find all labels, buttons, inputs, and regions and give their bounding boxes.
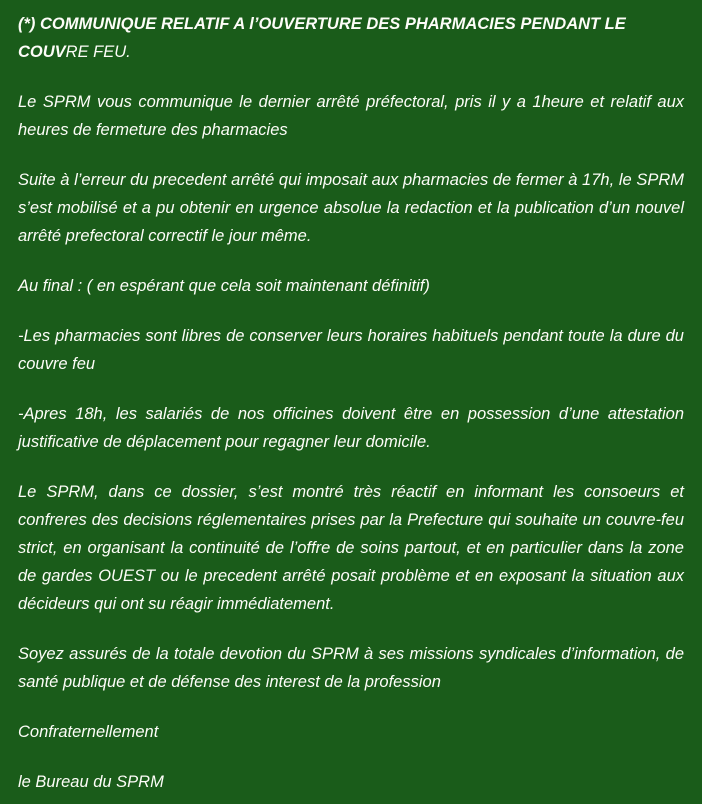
paragraph-signature: le Bureau du SPRM bbox=[18, 773, 164, 791]
paragraph-context: Suite à l’erreur du precedent arrêté qui imposait aux pharmacies de fermer à 17h, le SPRM s’est mobilisé et a pu obtenir en urgence absolue la redaction et la publication d’un nouvel arrêté prefectoral correctif le jour même. bbox=[18, 171, 684, 245]
paragraph-intro: Le SPRM vous communique le dernier arrêté préfectoral, pris il y a 1heure et relatif aux heures de fermeture des pharmacies bbox=[18, 93, 684, 139]
communique-title-regular: RE FEU. bbox=[65, 43, 131, 61]
paragraph-point-horaires: -Les pharmacies sont libres de conserver leurs horaires habituels pendant toute la dure du couvre feu bbox=[18, 327, 684, 373]
paragraph-au-final: Au final : ( en espérant que cela soit maintenant définitif) bbox=[18, 277, 430, 295]
paragraph-devotion: Soyez assurés de la totale devotion du SPRM à ses missions syndicales d’information, de santé publique et de défense des interest de la profession bbox=[18, 645, 684, 691]
communique-title-bold: (*) COMMUNIQUE RELATIF A l’OUVERTURE DES PHARMACIES PENDANT LE COUV bbox=[18, 15, 626, 61]
paragraph-point-attestation: -Apres 18h, les salariés de nos officines doivent être en possession d’une attestation justificative de déplacement pour regagner leur domicile. bbox=[18, 405, 684, 451]
paragraph-salutation: Confraternellement bbox=[18, 723, 159, 741]
communique-title bbox=[18, 10, 684, 66]
paragraph-bilan: Le SPRM, dans ce dossier, s’est montré très réactif en informant les consoeurs et confreres des decisions réglementaires prises par la Prefecture qui souhaite un couvre-feu strict, en organisant la continuité de l’offre de soins partout, et en particulier dans la zone de gardes OUEST ou le precedent arrêté posait problème et en exposant la situation aux décideurs qui ont su réagir immédiatement. bbox=[18, 483, 684, 613]
